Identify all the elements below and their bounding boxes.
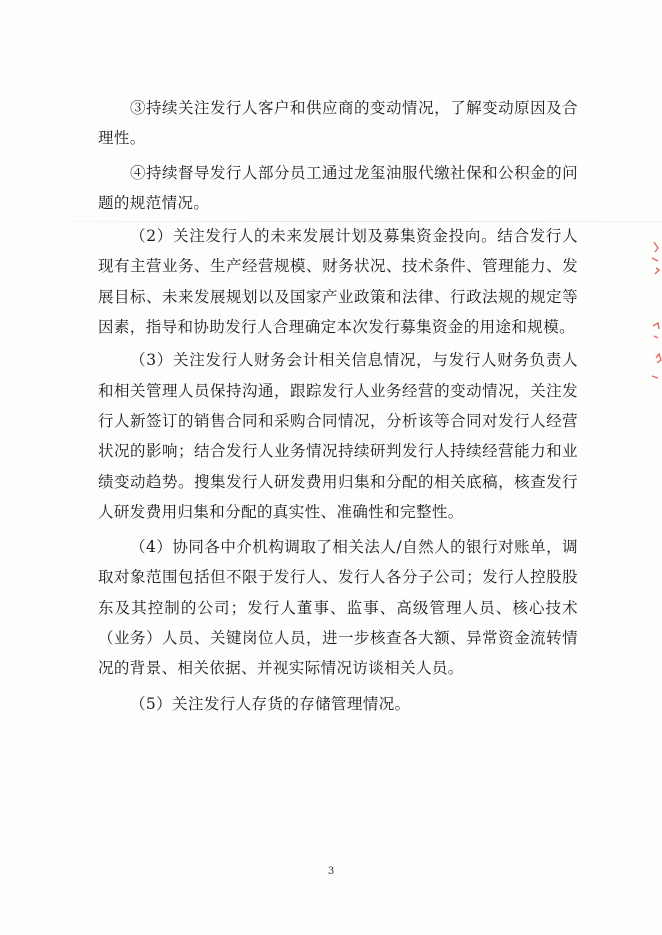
paragraph-section-2: （2）关注发行人的未来发展计划及募集资金投向。结合发行人现有主营业务、生产经营规模、财务状况、技术条件、管理能力、发展目标、未来发展规划以及国家产业政策和法律、行政法规的规定等因素，指导和协助发行人合理确定本次发行募集资金的用途和规模。 — [98, 227, 578, 337]
paragraph-section-4: （4）协同各中介机构调取了相关法人/自然人的银行对账单，调取对象范围包括但不限于发行人、发行人各分子公司；发行人控股股东及其控制的公司；发行人董事、监事、高级管理人员、核心技术（业务）人员、关键岗位人员，进一步核查各大额、异常资金流转情况的背景、相关依据、并视实际情况访谈相关人员。 — [98, 538, 578, 678]
paragraph-section-3: （3）关注发行人财务会计相关信息情况，与发行人财务负责人和相关管理人员保持沟通，跟踪发行人业务经营的变动情况，关注发行人新签订的销售合同和采购合同情况，分析该等合同对发行人经营状况的影响；结合发行人业务情况持续研判发行人持续经营能力和业绩变动趋势。搜集发行人研发费用归集和分配的相关底稿，核查发行人研发费用归集和分配的真实性、准确性和完整性。 — [98, 351, 578, 521]
page-number: 3 — [327, 866, 335, 877]
paragraph-item-4: ④持续督导发行人部分员工通过龙玺油服代缴社保和公积金的问题的规范情况。 — [98, 163, 578, 212]
paragraph-section-5: （5）关注发行人存货的存储管理情况。 — [130, 694, 411, 713]
paragraph-item-3: ③持续关注发行人客户和供应商的变动情况，了解变动原因及合理性。 — [98, 99, 578, 148]
seal-edge-mark — [640, 238, 662, 388]
document-body — [98, 93, 578, 719]
